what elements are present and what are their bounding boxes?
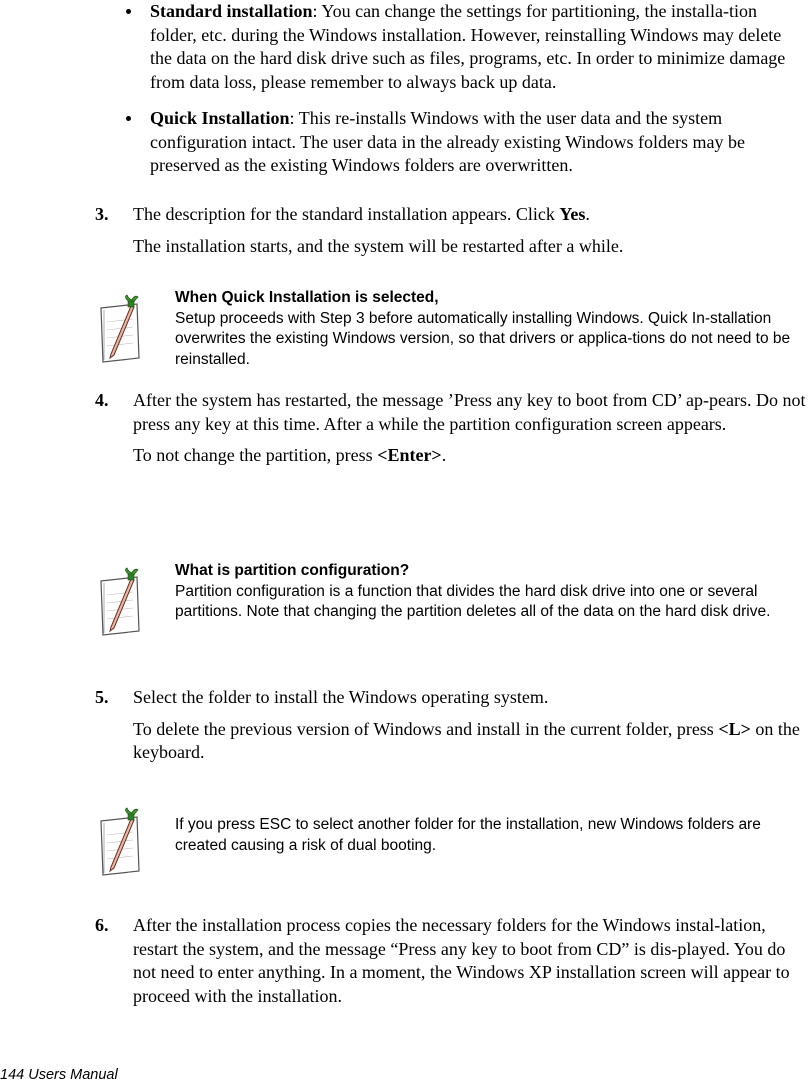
step-text-para1: After the installation process copies the necessary folders for the Windows instal-lation, restart the system, and the message “Press any key to boot from CD” is dis-played. You do not need to enter anything. In a moment, the Windows XP installation screen will appear to proceed with the installation. [133,915,790,1006]
note-text [175,561,808,623]
step-text [133,389,808,468]
step-text-bold: Yes [559,204,586,224]
step-text-para1: After the system has restarted, the message ’Press any key to boot from CD’ ap-pears. Do not press any key at this time. After a while the partition configuration screen appears. [133,390,806,434]
note-text [175,288,808,370]
step-text [133,686,808,765]
note-heading: When Quick Installation is selected, [175,289,439,306]
note-pencil-icon [93,565,145,637]
bullet-text: : You can change the settings for partitioning, the installa-tion folder, etc. during the Windows installation. However, reinstalling Windows may delete the data on the hard disk drive such as files, programs, etc. In order to minimize damage from data loss, please remember to always back up data. [150,1,786,92]
note-pencil-icon [93,805,145,877]
note-body: Partition configuration is a function that divides the hard disk drive into one or several partitions. Note that changing the partition deletes all of the data on the hard disk drive. [175,582,771,620]
step-text-line2: The installation starts, and the system will be restarted after a while. [133,235,624,256]
page-footer: 144 Users Manual [0,1067,118,1083]
step-text-bold: <Enter> [377,445,442,465]
step-number: 3. [95,204,109,224]
bullet-quick-installation [130,107,805,178]
note-body: If you press ESC to select another folder for the installation, new Windows folders are created causing a risk of dual booting. [175,816,761,854]
step-text-para1: Select the folder to install the Windows operating system. [133,687,549,707]
step-text [133,203,808,258]
step-number: 6. [95,915,109,935]
note-heading: What is partition configuration? [175,562,410,579]
bullet-standard-installation [130,0,805,94]
step-text-post: on the keyboard. [133,718,800,762]
step-text-bold: <L> [718,718,751,739]
step-text-post: . [585,204,590,224]
bullet-term: Standard installation [150,1,313,21]
step-number: 5. [95,687,109,707]
bullet-dot [126,9,131,14]
step-text [133,914,808,1008]
step-text-pre: To delete the previous version of Windows and install in the current folder, press [133,718,719,739]
bullet-text: : This re-installs Windows with the user data and the system configuration intact. The user data in the already existing Windows folders may be preserved as the existing Windows folders are overwritten. [150,108,745,175]
note-body: Setup proceeds with Step 3 before automatically installing Windows. Quick In-stallation overwrites the existing Windows version, so that drivers or applica-tions do not need to be reinstalled. [175,309,791,368]
bullet-term: Quick Installation [150,108,290,128]
note-pencil-icon [93,292,145,364]
step-text-pre: To not change the partition, press [133,445,378,465]
bullet-dot [126,116,131,121]
step-text-post: . [441,445,447,465]
step-number: 4. [95,390,109,410]
step-text-pre: The description for the standard installation appears. Click [133,204,560,224]
note-text [175,815,808,856]
